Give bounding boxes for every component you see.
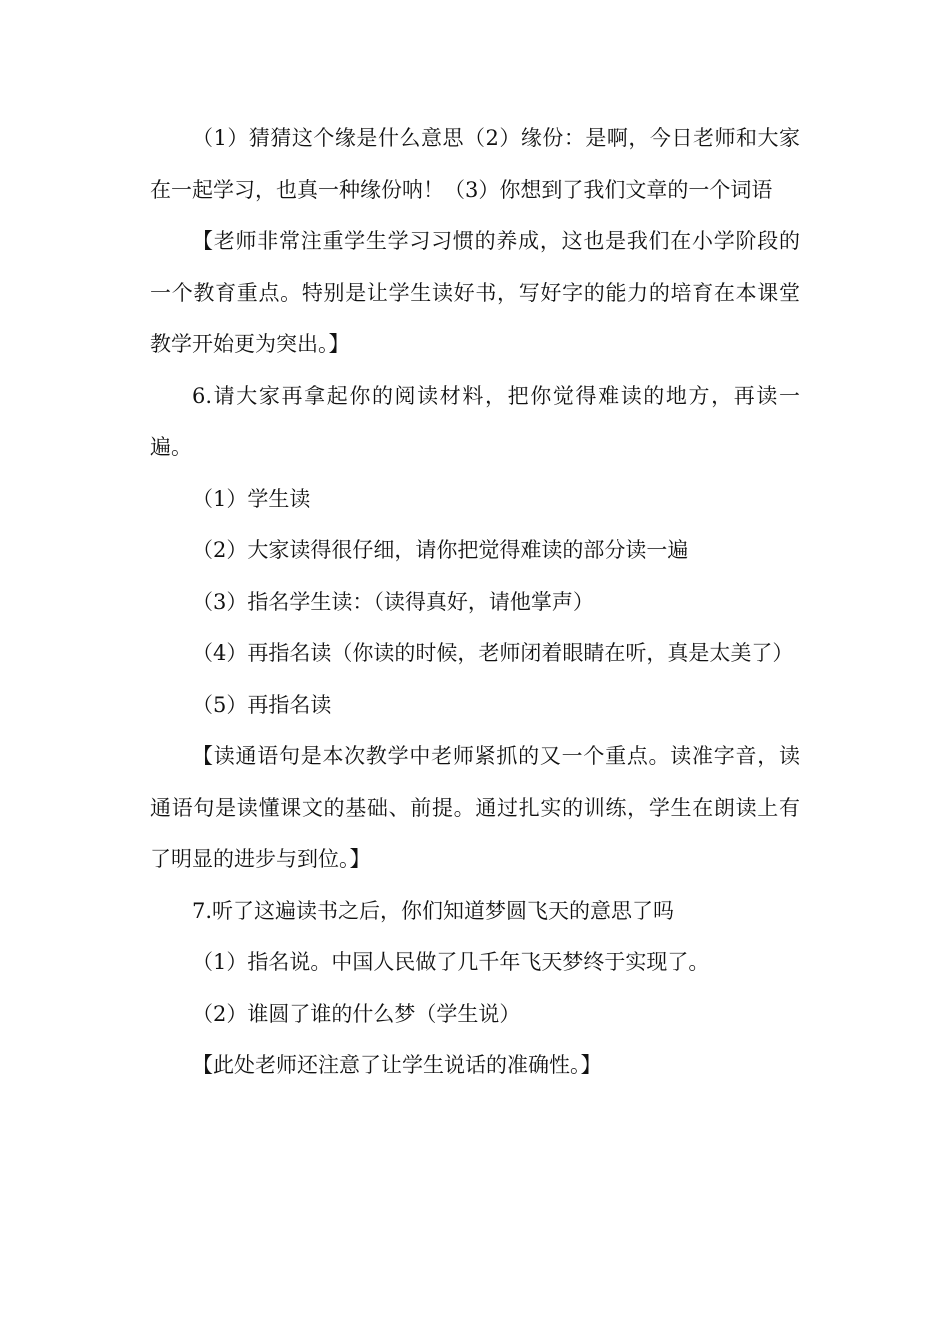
paragraph-step-6-1: （1）学生读 xyxy=(192,486,311,511)
paragraph-step-7-1: （1）指名说。中国人民做了几千年飞天梦终于实现了。 xyxy=(192,950,710,974)
paragraph-comment-habits: 【老师非常注重学生学习习惯的养成，这也是我们在小学阶段的一个教育重点。特别是让学生读好书，写好字的能力的培育在本课堂教学开始更为突出。】 xyxy=(150,229,800,356)
paragraph-step-6-3: （3）指名学生读：（读得真好，请他掌声） xyxy=(192,589,594,614)
paragraph-step-6-4: （4）再指名读（你读的时候，老师闭着眼睛在听，真是太美了） xyxy=(192,641,794,665)
paragraph-step-6-2: （2）大家读得很仔细，请你把觉得难读的部分读一遍 xyxy=(192,538,689,562)
document-page xyxy=(150,113,800,1092)
paragraph-step-7: 7.听了这遍读书之后，你们知道梦圆飞天的意思了吗 xyxy=(192,898,675,923)
paragraph-step-6-5: （5）再指名读 xyxy=(192,692,332,717)
paragraph-comment-reading: 【读通语句是本次教学中老师紧抓的又一个重点。读准字音，读通语句是读懂课文的基础、前提。通过扎实的训练，学生在朗读上有了明显的进步与到位。】 xyxy=(150,744,800,871)
paragraph-step-7-2: （2）谁圆了谁的什么梦（学生说） xyxy=(192,1001,521,1026)
paragraph-guess-meaning: （1）猜猜这个缘是什么意思（2）缘份：是啊，今日老师和大家在一起学习，也真一种缘份呐！（3）你想到了我们文章的一个词语 xyxy=(150,126,800,202)
paragraph-comment-accuracy: 【此处老师还注意了让学生说话的准确性。】 xyxy=(192,1053,602,1077)
paragraph-step-6: 6.请大家再拿起你的阅读材料，把你觉得难读的地方，再读一遍。 xyxy=(150,383,800,459)
